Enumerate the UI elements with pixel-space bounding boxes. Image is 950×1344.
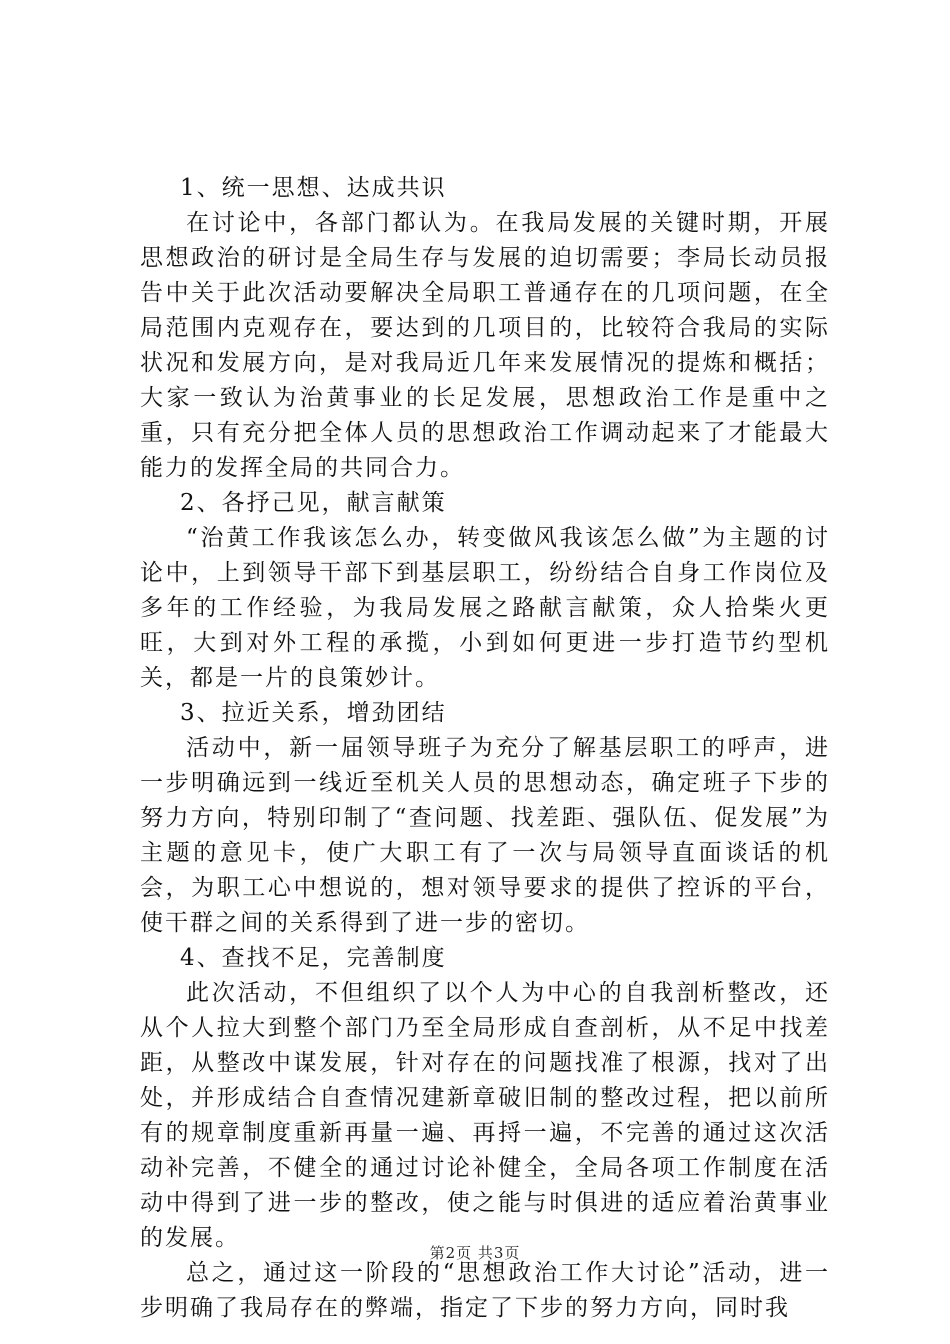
document-body: [140, 171, 830, 1326]
body-paragraph: 总之，通过这一阶段的“思想政治工作大讨论”活动，进一步明确了我局存在的弊端，指定了下步的努力方向，同时我: [140, 1260, 830, 1321]
section-heading: 3、拉近关系，增劲团结: [180, 700, 447, 726]
body-paragraph: 此次活动，不但组织了以个人为中心的自我剖析整改，还从个人拉大到整个部门乃至全局形成自查剖析，从不足中找差距，从整改中谋发展，针对存在的问题找准了根源，找对了出处，并形成结合自查情况建新章破旧制的整改过程，把以前所有的规章制度重新再量一遍、再捋一遍，不完善的通过这次活动补完善，不健全的通过讨论补健全，全局各项工作制度在活动中得到了进一步的整改，使之能与时俱进的适应着治黄事业的发展。: [140, 980, 830, 1251]
body-paragraph: 在讨论中，各部门都认为。在我局发展的关键时期，开展思想政治的研讨是全局生存与发展的迫切需要；李局长动员报告中关于此次活动要解决全局职工普通存在的几项问题，在全局范围内克观存在，要达到的几项目的，比较符合我局的实际状况和发展方向，是对我局近几年来发展情况的提炼和概括；大家一致认为治黄事业的长足发展，思想政治工作是重中之重，只有充分把全体人员的思想政治工作调动起来了才能最大能力的发挥全局的共同合力。: [140, 210, 830, 481]
page-footer: 第2页 共3页: [429, 1244, 521, 1262]
section-heading: 2、各抒己见，献言献策: [180, 490, 447, 516]
section-heading: 4、查找不足，完善制度: [180, 945, 447, 971]
section-heading: 1、统一思想、达成共识: [180, 175, 447, 201]
body-paragraph: “治黄工作我该怎么办，转变做风我该怎么做”为主题的讨论中，上到领导干部下到基层职工，纷纷结合自身工作岗位及多年的工作经验，为我局发展之路献言献策，众人拾柴火更旺，大到对外工程的承揽，小到如何更进一步打造节约型机关，都是一片的良策妙计。: [140, 525, 830, 691]
body-paragraph: 活动中，新一届领导班子为充分了解基层职工的呼声，进一步明确远到一线近至机关人员的思想动态，确定班子下步的努力方向，特别印制了“查问题、找差距、强队伍、促发展”为主题的意见卡，使广大职工有了一次与局领导直面谈话的机会，为职工心中想说的，想对领导要求的提供了控诉的平台，使干群之间的关系得到了进一步的密切。: [140, 735, 830, 936]
